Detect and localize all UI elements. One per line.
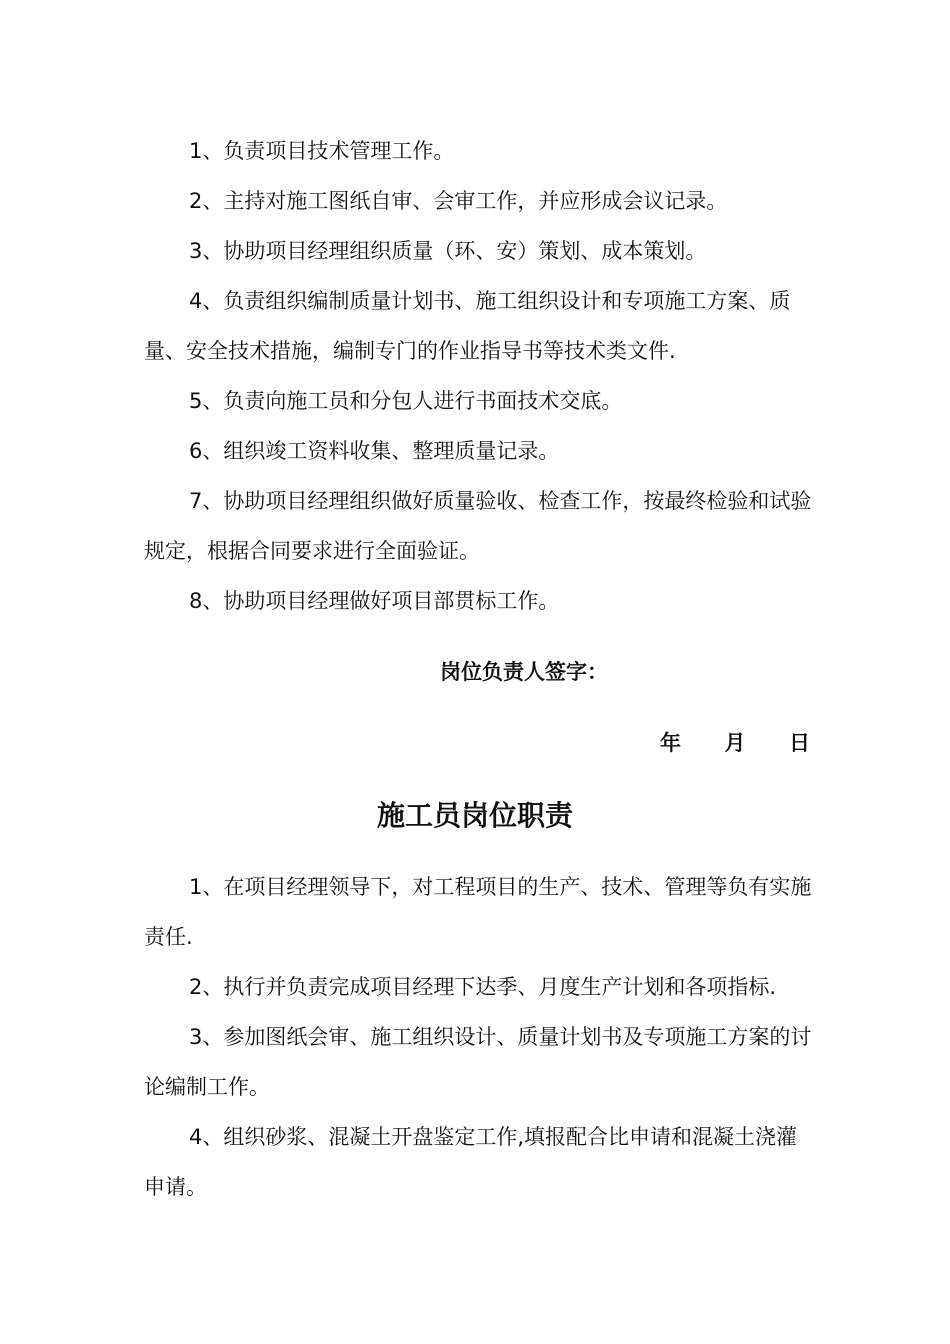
date-month: 月	[724, 731, 746, 755]
duty-item-4: 4、负责组织编制质量计划书、施工组织设计和专项施工方案、质量、安全技术措施，编制专门的作业指导书等技术类文件.	[144, 289, 791, 363]
duty-item-7: 7、协助项目经理组织做好质量验收、检查工作，按最终检验和试验规定，根据合同要求进行全面验证。	[144, 489, 812, 563]
section-title: 施工员岗位职责	[376, 799, 573, 832]
duty-item-1: 1、负责项目技术管理工作。	[189, 139, 455, 163]
construction-duty-item-1: 1、在项目经理领导下，对工程项目的生产、技术、管理等负有实施责任.	[144, 875, 812, 949]
construction-duty-item-3: 3、参加图纸会审、施工组织设计、质量计划书及专项施工方案的讨论编制工作。	[144, 1025, 812, 1099]
construction-duty-item-2: 2、执行并负责完成项目经理下达季、月度生产计划和各项指标.	[189, 975, 777, 999]
date-line	[660, 723, 810, 763]
signature-label: 岗位负责人签字：	[440, 660, 608, 684]
duty-item-2: 2、主持对施工图纸自审、会审工作，并应形成会议记录。	[189, 189, 728, 213]
date-year: 年	[660, 731, 681, 755]
duty-item-3: 3、协助项目经理组织质量（环、安）策划、成本策划。	[189, 239, 707, 263]
duty-item-5: 5、负责向施工员和分包人进行书面技术交底。	[189, 389, 623, 413]
date-day: 日	[789, 731, 810, 755]
construction-duty-item-4: 4、组织砂浆、混凝土开盘鉴定工作,填报配合比申请和混凝土浇灌申请。	[144, 1125, 798, 1199]
duty-item-8: 8、协助项目经理做好项目部贯标工作。	[189, 589, 560, 613]
duty-item-6: 6、组织竣工资料收集、整理质量记录。	[189, 439, 560, 463]
